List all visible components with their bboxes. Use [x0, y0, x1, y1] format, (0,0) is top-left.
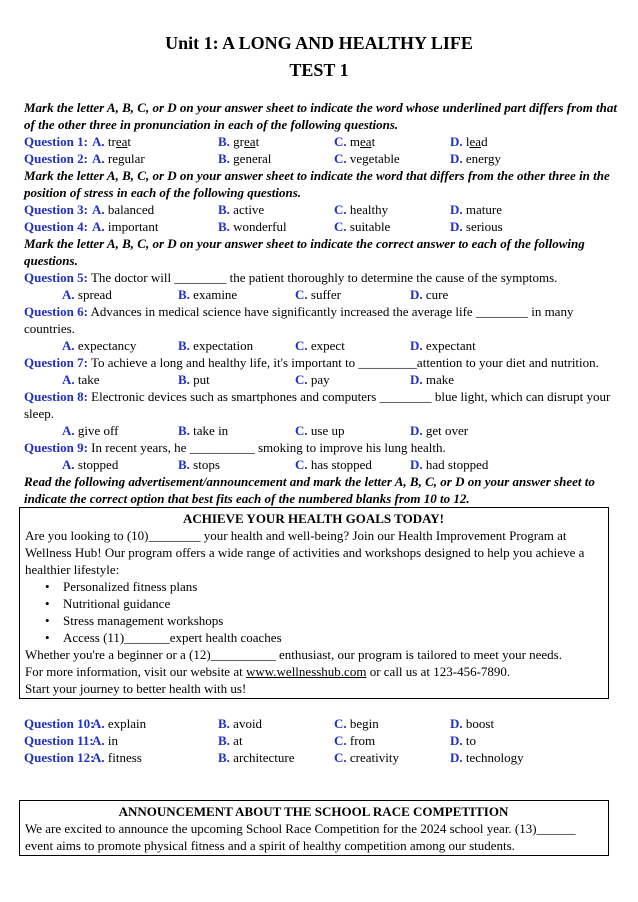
list-item: • Access (11)_______expert health coaches — [45, 630, 282, 645]
list-item: • Personalized fitness plans — [45, 579, 198, 594]
announcement-text: We are excited to announce the upcoming School Race Competition for the 2024 school year. (13)______ event aims to promote physical fitness and a spirit of healthy competition among our students. — [25, 821, 576, 853]
ad-line-1: Whether you're a beginner or a (12)__________ enthusiast, our program is tailored to meet your needs. — [25, 647, 562, 662]
page-title: Unit 1: A LONG AND HEALTHY LIFE — [165, 33, 473, 53]
question-2: Question 2: A. regular B. general C. vegetable D. energy — [24, 151, 502, 166]
list-item: • Stress management workshops — [45, 613, 224, 628]
question-1: Question 1: A. treat B. great C. meat D. lead — [24, 134, 488, 149]
ad-bullet-list — [25, 578, 602, 646]
section1-instruction: Mark the letter A, B, C, or D on your answer sheet to indicate the word whose underlined part differs from that of the other three in pronunciation in each of the following questions. — [24, 100, 618, 132]
page-subtitle: TEST 1 — [289, 60, 349, 80]
ad-line-2: For more information, visit our website at www.wellnesshub.com or call us at 123-456-7890. — [25, 664, 511, 679]
announcement-heading: ANNOUNCEMENT ABOUT THE SCHOOL RACE COMPETITION — [118, 804, 509, 819]
ad-heading: ACHIEVE YOUR HEALTH GOALS TODAY! — [182, 511, 445, 526]
ad-line-3: Start your journey to better health with us! — [25, 681, 247, 696]
list-item: • Nutritional guidance — [45, 596, 171, 611]
question-label: Question 1: — [24, 134, 88, 149]
test-page: Unit 1: A LONG AND HEALTHY LIFE TEST 1 Mark the letter A, B, C, or D on your answer sheet to indicate the word whose underlined part differs from that of the other three in pronunciation in each of the following questions. Question 1: A. treat B. great C. meat D. lead Question 2: A. regular B. general C. vegetable D. energy Mark the letter A, B, C, or D on your answer sheet to indicate the word that differs from the other three in the position of stress in each of the following questions. Question 3: A. balanced B. active C. healthy D. mature Question 4: A. important B. wonderful C. suitable D. serious Mark the letter A, B, C, or D on your answer sheet to indicate the correct answer to each of the following questions. Question 5: The doctor will ________ the patient thoroughly to determine the cause of the symptoms. A. spread B. examine C. suffer D. cure Question 6: Advances in medical science have significantly increased the average life ________ in many countries. A. expectancy B. expectation C. expect D. expectant Question 7: To achieve a long and healthy life, it's important to _________attention to your diet and nutrition. A. take B. put C. pay D. make Question 8: Electronic devices such as smartphones and computers ________ blue light, which can disrupt your sleep. A. give off B. take in C. use up D. get over Question 9: In recent years, he __________ smoking to improve his lung health. A. stopped B. stops C. has stopped D. had stopped Read the following advertisement/announcement and mark the letter A, B, C, or D on your answer sheet to indicate the correct option that best fits each of the numbered blanks from 10 to 12. ACHIEVE YOUR HEALTH GOALS TODAY! Are you looking to (10)________ your health and well-being? Join our Health Improvement Program at Wellness Hub! Our program offers a wide range of activities and workshops designed to help you achieve a healthier lifestyle: • Personalized fitness plans • Nutritional guidance • Stress management workshops • Access (11)_______expert health coaches Whether you're a beginner or a (12)__________ enthusiast, our program is tailored to meet your needs. For more information, visit our website at www.wellnesshub.com or call us at 123-456-7890. Start your journey to better health with us! Question 10: A. explain B. avoid C. begin D. boost Question 11: A. in B. at C. from D. to Question 12: A. fitness B. architecture C. creativity D. technology ANNOUNCEMENT ABOUT THE SCHOOL RACE COMPETITION We are excited to announce the upcoming School Race Competition for the 2024 school year. (13)______ event aims to promote physical fitness and a spirit of healthy competition among our students. — [0, 0, 638, 902]
question-9: Question 9: In recent years, he __________ smoking to improve his lung health. — [24, 440, 446, 455]
question-11: Question 11: A. in B. at C. from D. to — [24, 733, 477, 748]
section3-instruction: Mark the letter A, B, C, or D on your answer sheet to indicate the correct answer to each of the following questions. — [24, 236, 585, 268]
question-5: Question 5: The doctor will ________ the patient thoroughly to determine the cause of the symptoms. — [24, 270, 558, 285]
announcement-box — [19, 800, 609, 856]
question-label: Question 2: — [24, 151, 88, 166]
ad-intro: Are you looking to (10)________ your health and well-being? Join our Health Improvement Program at Wellness Hub! Our program offers a wide range of activities and workshops designed to help you achieve a healthier lifestyle: — [25, 528, 585, 577]
website-link[interactable]: www.wellnesshub.com — [245, 664, 367, 679]
question-4: Question 4: A. important B. wonderful C. suitable D. serious — [24, 219, 503, 234]
section4-instruction: Read the following advertisement/announcement and mark the letter A, B, C, or D on your answer sheet to indicate the correct option that best fits each of the numbered blanks from 10 to 12. — [24, 474, 595, 506]
section2-instruction: Mark the letter A, B, C, or D on your answer sheet to indicate the word that differs from the other three in the position of stress in each of the following questions. — [24, 168, 610, 200]
question-12: Question 12: A. fitness B. architecture C. creativity D. technology — [24, 750, 524, 765]
question-8: Question 8: Electronic devices such as smartphones and computers ________ blue light, which can disrupt your sleep. — [24, 389, 611, 421]
question-6: Question 6: Advances in medical science have significantly increased the average life ________ in many countries. — [24, 304, 574, 336]
question-7: Question 7: To achieve a long and healthy life, it's important to _________attention to your diet and nutrition. — [24, 355, 599, 370]
question-10: Question 10: A. explain B. avoid C. begin D. boost — [24, 716, 495, 731]
advertisement-box — [19, 507, 609, 699]
question-3: Question 3: A. balanced B. active C. healthy D. mature — [24, 202, 502, 217]
